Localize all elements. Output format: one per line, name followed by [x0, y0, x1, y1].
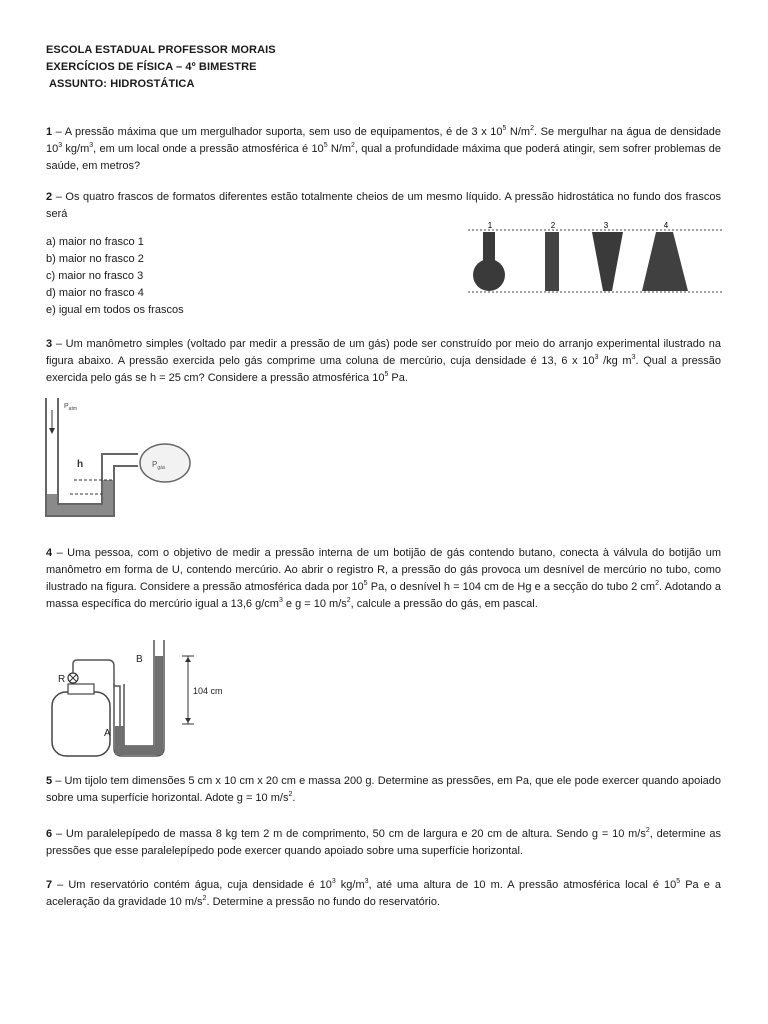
question-number: 3 [46, 338, 53, 350]
question-3: 3 – Um manômetro simples (voltado par medir a pressão de um gás) pode ser construído por meio do arranjo experimental ilustrado na figura abaixo. A pressão exercida pelo gás comprime uma coluna de mercúrio, cuja densidade é 13, 6 x $10^3$ /kg $m^3$. Qual a pressão exercida pelo gás se h = 25 cm? Considere a pressão atmosférica $10^5$ Pa. [46, 338, 722, 384]
option-b: b) maior no frasco 2 [46, 253, 144, 265]
r-label: R [58, 674, 66, 685]
option-a: a) maior no frasco 1 [46, 236, 144, 248]
worksheet-title: EXERCÍCIOS DE FÍSICA – 4º BIMESTRE [46, 61, 257, 73]
manometer-figure [44, 392, 194, 526]
flask-4 [642, 232, 688, 291]
pgas-label: $P_{gás}$ [152, 460, 166, 471]
flask-4-label: 4 [663, 221, 669, 230]
mercury-right [155, 656, 163, 755]
question-number: 5 [46, 775, 53, 787]
flask-3-label: 3 [603, 221, 609, 230]
flask-3 [592, 232, 623, 291]
cylinder-neck [68, 684, 94, 694]
question-1: 1 – A pressão máxima que um mergulhador suporta, sem uso de equipamentos, é de 3 x $10^5$ $N/m^2$. Se mergulhar na água de densidade $10^3$ $kg/m^3$, em um local onde a pressão atmosférica é $10^5$ $N/m^2$, qual a profundidade máxima que poderá atingir, sem sofrer problemas de saúde, em metros? [46, 125, 722, 172]
mercury-right [103, 480, 113, 515]
question-7: 7 – Um reservatório contém água, cuja densidade é $10^3$ $kg/m^3$, até uma altura de 10 m. A pressão atmosférica local é $10^5$ Pa e a aceleração da gravidade 10 $m/s^2$. Determine a pressão no fundo do reservatório. [46, 878, 722, 908]
question-5: 5 – Um tijolo tem dimensões 5 cm x 10 cm x 20 cm e massa 200 g. Determine as pressões, em Pa, que ele pode exercer quando apoiado sobre uma superfície horizontal. Adote g = 10 $m/s^2$. [46, 775, 721, 804]
h-label: h [77, 459, 84, 470]
arrow-down-icon [185, 718, 191, 723]
question-number: 2 [46, 191, 53, 203]
option-e: e) igual em todos os frascos [46, 304, 184, 316]
flask-2-label: 2 [550, 221, 556, 230]
u-tube [46, 398, 138, 516]
arrow-up-icon [185, 657, 191, 662]
question-number: 1 [46, 126, 53, 138]
question-2: 2 – Os quatro frascos de formatos diferentes estão totalmente cheios de um mesmo líquido. A pressão hidrostática no fundo dos frascos será [46, 191, 721, 220]
patm-label: $P_{atm}$ [64, 403, 78, 412]
arrow-head-icon [49, 428, 55, 434]
question-2-options [46, 234, 184, 319]
school-name: ESCOLA ESTADUAL PROFESSOR MORAIS [46, 44, 276, 56]
gas-bulb [140, 444, 190, 482]
flask-1-label: 1 [487, 221, 493, 230]
question-6: 6 – Um paralelepípedo de massa 8 kg tem 2 m de comprimento, 50 cm de largura e 20 cm de altura. Sendo g = 10 $m/s^2$, determine as pressões que esse paralelepípedo pode exercer quando apoiado sobre uma superfície horizontal. [46, 827, 721, 857]
b-label: B [136, 654, 143, 665]
a-label: A [104, 728, 111, 739]
option-d: d) maior no frasco 4 [46, 287, 144, 299]
dimension-label: 104 cm [193, 686, 223, 696]
question-4: 4 – Uma pessoa, com o objetivo de medir a pressão interna de um botijão de gás contendo butano, conecta à válvula do botijão um manômetro em forma de U, contendo mercúrio. Ao abrir o registro R, a pressão do gás provoca um desnível de mercúrio no tubo, como ilustrado na figura. Considere a pressão atmosférica dada por $10^5$ Pa, o desnível h = 104 cm de Hg e a secção do tubo 2 $cm^2$. Adotando a massa específica do mercúrio igual a 13,6 $g/cm^3$ e g = 10 $m/s^2$, calcule a pressão do gás, em pascal. [46, 547, 721, 610]
flask-1 [473, 232, 505, 291]
flask-2 [545, 232, 559, 291]
question-number: 7 [46, 879, 53, 891]
question-number: 6 [46, 828, 53, 840]
flasks-figure [466, 220, 728, 296]
worksheet-subject: ASSUNTO: HIDROSTÁTICA [49, 78, 195, 90]
gas-cylinder-figure [48, 636, 248, 760]
gas-cylinder [52, 692, 110, 756]
option-c: c) maior no frasco 3 [46, 270, 144, 282]
question-number: 4 [46, 547, 53, 559]
